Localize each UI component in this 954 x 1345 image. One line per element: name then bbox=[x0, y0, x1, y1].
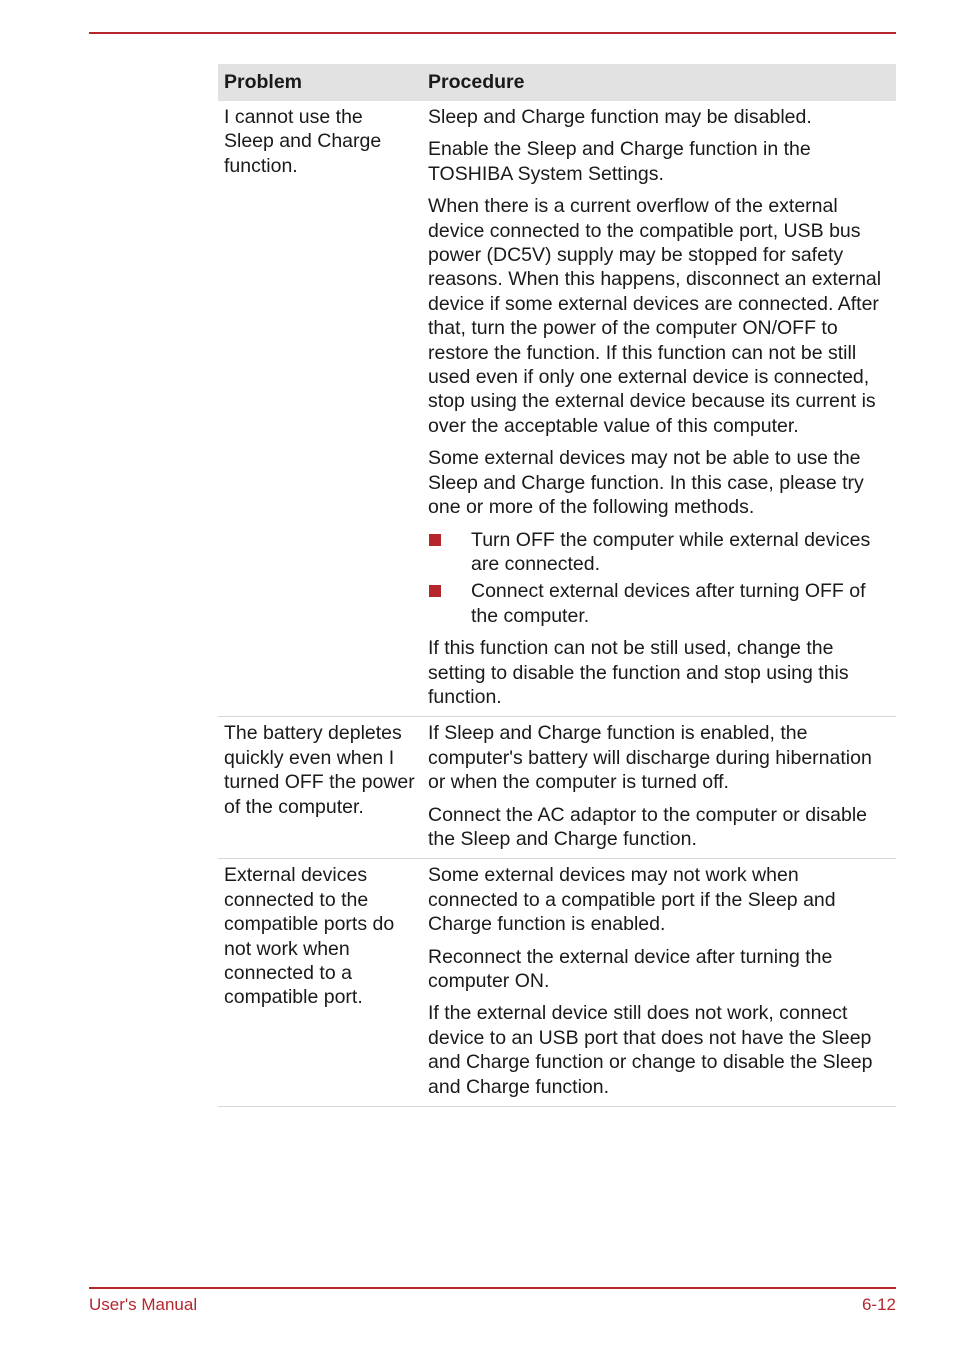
table-row bbox=[218, 717, 896, 859]
list-item-text: Turn OFF the computer while external devices are connected. bbox=[471, 528, 871, 575]
list-item-text: Connect external devices after turning OFF of the computer. bbox=[471, 580, 866, 627]
procedure-paragraph: Reconnect the external device after turning the computer ON. bbox=[428, 945, 833, 992]
square-bullet-icon bbox=[429, 534, 441, 546]
table-row bbox=[218, 859, 896, 1107]
procedure-paragraph: If the external device still does not work, connect device to an USB port that does not have the Sleep and Charge function or change to disable the Sleep and Charge function. bbox=[428, 1002, 873, 1098]
procedure-cell bbox=[422, 101, 896, 717]
procedure-paragraph: If Sleep and Charge function is enabled, the computer's battery will discharge during hibernation or when the computer is turned off. bbox=[428, 722, 872, 794]
procedure-cell bbox=[422, 717, 896, 859]
table-row bbox=[218, 101, 896, 717]
procedure-paragraph: Enable the Sleep and Charge function in the TOSHIBA System Settings. bbox=[428, 138, 811, 185]
problem-cell: External devices connected to the compatible ports do not work when connected to a compatible port. bbox=[218, 859, 422, 1107]
procedure-paragraph: When there is a current overflow of the external device connected to the compatible port, USB bus power (DC5V) supply may be stopped for safety reasons. When this happens, disconnect an external device if some external devices are connected. After that, turn the power of the computer ON/OFF to restore the function. If this function can not be still used even if only one external device is connected, stop using the external device because its current is over the acceptable value of this computer. bbox=[428, 195, 882, 437]
troubleshooting-table bbox=[218, 64, 896, 1107]
procedure-paragraph: Sleep and Charge function may be disabled. bbox=[428, 106, 812, 128]
column-header-procedure: Procedure bbox=[422, 64, 896, 101]
procedure-paragraph: Some external devices may not work when connected to a compatible port if the Sleep and Charge function is enabled. bbox=[428, 864, 836, 936]
footer-manual-title: User's Manual bbox=[89, 1295, 198, 1314]
procedure-paragraph: Some external devices may not be able to use the Sleep and Charge function. In this case, please try one or more of the following methods. bbox=[428, 447, 864, 519]
problem-cell: The battery depletes quickly even when I turned OFF the power of the computer. bbox=[218, 717, 422, 859]
header-rule bbox=[89, 32, 896, 34]
procedure-cell bbox=[422, 859, 896, 1107]
problem-cell: I cannot use the Sleep and Charge function. bbox=[218, 101, 422, 717]
list-item bbox=[428, 579, 890, 628]
list-item bbox=[428, 528, 890, 577]
footer-page-number: 6-12 bbox=[861, 1295, 896, 1314]
procedure-paragraph: Connect the AC adaptor to the computer or disable the Sleep and Charge function. bbox=[428, 803, 868, 850]
footer-rule bbox=[89, 1287, 896, 1289]
method-list bbox=[428, 528, 890, 629]
square-bullet-icon bbox=[429, 585, 441, 597]
table-header-row bbox=[218, 64, 896, 101]
procedure-paragraph: If this function can not be still used, change the setting to disable the function and stop using this function. bbox=[428, 637, 849, 708]
column-header-problem: Problem bbox=[218, 64, 422, 101]
